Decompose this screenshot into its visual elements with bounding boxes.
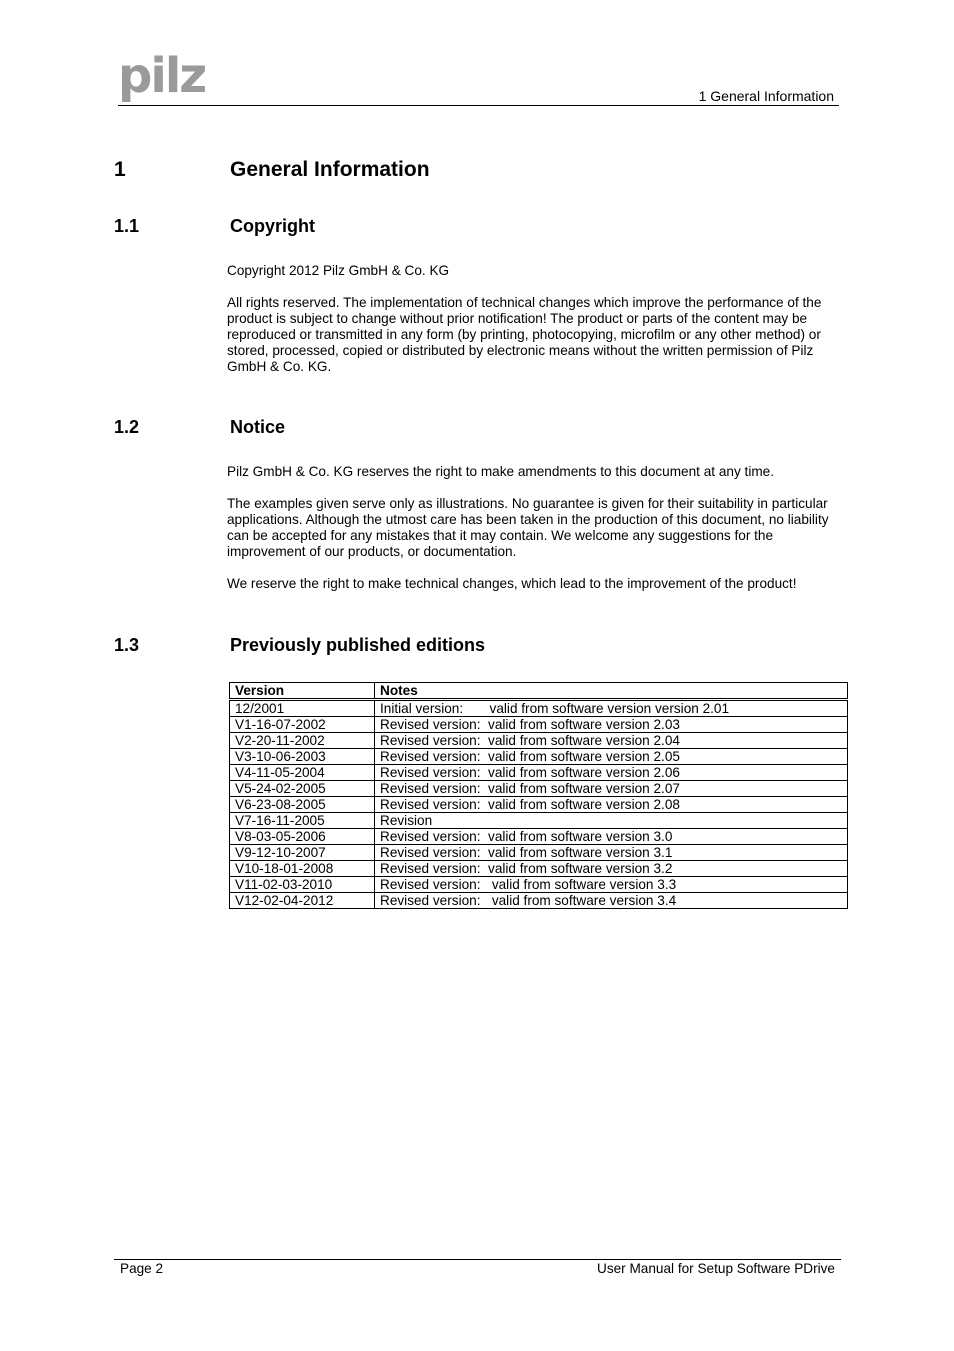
section-title: Previously published editions [230, 635, 486, 655]
table-row [230, 781, 848, 797]
notes-cell: Revised version: valid from software version 2.05 [375, 749, 848, 765]
version-cell: V9-12-10-2007 [230, 845, 375, 861]
version-cell: V6-23-08-2005 [230, 797, 375, 813]
table-row [230, 733, 848, 749]
table-row [230, 749, 848, 765]
notes-cell: Revised version: valid from software version 3.3 [375, 877, 848, 893]
section-number: 1.3 [114, 635, 140, 655]
version-cell: 12/2001 [230, 700, 375, 717]
version-cell: V12-02-04-2012 [230, 893, 375, 909]
table-row [230, 813, 848, 829]
chapter-title: General Information [230, 158, 430, 181]
version-cell: V2-20-11-2002 [230, 733, 375, 749]
rights-paragraph: All rights reserved. The implementation of technical changes which improve the performance of the product is subject to change without prior notification! The product or parts of the content may be reproduced or transmitted in any form (by printing, photocopying, microfilm or any other method) or stored, processed, copied or distributed by electronic means without the written permission of Pilz GmbH & Co. KG. [227, 295, 822, 374]
table-header-row [230, 683, 848, 700]
notes-cell: Revised version: valid from software version 2.03 [375, 717, 848, 733]
table-row [230, 829, 848, 845]
table-row [230, 877, 848, 893]
table-row [230, 700, 848, 717]
version-cell: V5-24-02-2005 [230, 781, 375, 797]
notes-cell: Revised version: valid from software version 3.4 [375, 893, 848, 909]
version-cell: V1-16-07-2002 [230, 717, 375, 733]
table-row [230, 845, 848, 861]
footer-document-title: User Manual for Setup Software PDrive [597, 1261, 835, 1276]
section-number: 1.1 [114, 216, 140, 236]
running-header-title: 1 General Information [698, 88, 834, 104]
section-title: Copyright [230, 216, 315, 236]
notes-cell: Revised version: valid from software version 3.0 [375, 829, 848, 845]
notes-cell: Initial version: valid from software version version 2.01 [375, 700, 848, 717]
version-cell: V3-10-06-2003 [230, 749, 375, 765]
table-row [230, 893, 848, 909]
version-cell: V8-03-05-2006 [230, 829, 375, 845]
footer-rule [114, 1259, 841, 1260]
chapter-number: 1 [114, 158, 126, 181]
notes-cell: Revised version: valid from software version 2.07 [375, 781, 848, 797]
notes-cell: Revised version: valid from software version 2.04 [375, 733, 848, 749]
table-row [230, 717, 848, 733]
notes-cell: Revision [375, 813, 848, 829]
version-cell: V7-16-11-2005 [230, 813, 375, 829]
version-cell: V10-18-01-2008 [230, 861, 375, 877]
pilz-logo: pilz [118, 48, 206, 104]
notice-paragraph-3: We reserve the right to make technical changes, which lead to the improvement of the product! [227, 576, 797, 591]
version-cell: V11-02-03-2010 [230, 877, 375, 893]
notes-cell: Revised version: valid from software version 2.06 [375, 765, 848, 781]
notice-paragraph-1: Pilz GmbH & Co. KG reserves the right to make amendments to this document at any time. [227, 464, 774, 479]
section-number: 1.2 [114, 417, 140, 437]
notes-cell: Revised version: valid from software version 3.1 [375, 845, 848, 861]
column-header-notes: Notes [375, 683, 848, 700]
editions-table [229, 682, 848, 909]
notes-cell: Revised version: valid from software version 2.08 [375, 797, 848, 813]
table-body [230, 700, 848, 909]
table-row [230, 797, 848, 813]
notes-cell: Revised version: valid from software version 3.2 [375, 861, 848, 877]
section-title: Notice [230, 417, 286, 437]
notice-paragraph-2: The examples given serve only as illustrations. No guarantee is given for their suitability in particular applications. Although the utmost care has been taken in the production of this document, no liability can be accepted for any mistakes that it may contain. We welcome any suggestions for the improvement of our products, or documentation. [227, 496, 829, 559]
table-row [230, 861, 848, 877]
header-rule [118, 105, 839, 106]
copyright-line: Copyright 2012 Pilz GmbH & Co. KG [227, 263, 450, 278]
table-row [230, 765, 848, 781]
version-cell: V4-11-05-2004 [230, 765, 375, 781]
page-number: Page 2 [120, 1261, 164, 1276]
column-header-version: Version [230, 683, 375, 700]
